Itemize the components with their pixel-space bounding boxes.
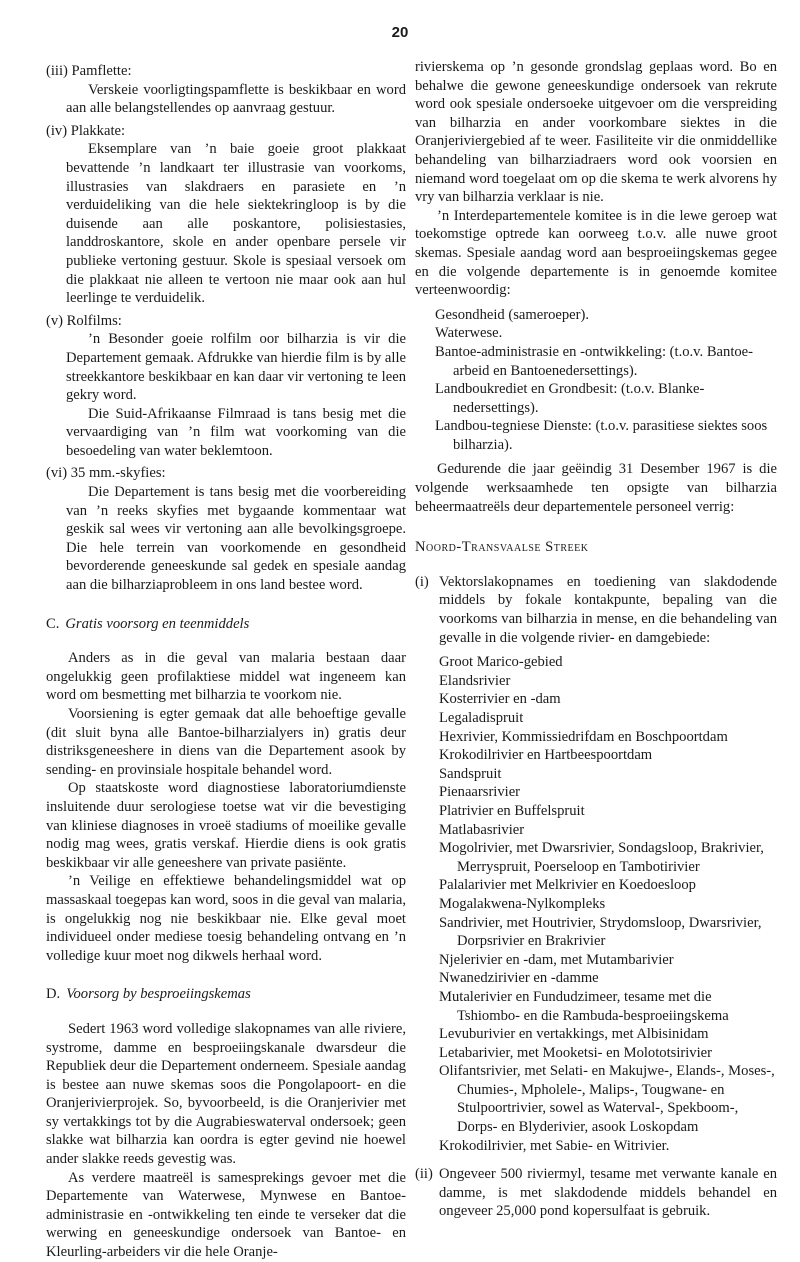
list-item: Hexrivier, Kommissiedrifdam en Boschpoortdam — [439, 728, 728, 745]
item-body: ’n Besonder goeie rolfilm oor bilharzia is vir die Departement gemaak. Afdrukke van hierdie film is by alle streekkantore beskikbaar en kan daar vir vertoning te leen gekry word. — [66, 331, 406, 404]
list-item: Platrivier en Buffelspruit — [439, 802, 585, 819]
left-column — [46, 58, 406, 1262]
item-number: (i) — [415, 573, 429, 590]
department-list — [415, 306, 777, 455]
list-item: Krokodilrivier, met Sabie- en Witrivier. — [439, 1137, 670, 1154]
list-item: Waterwese. — [435, 325, 503, 342]
list-item: Matlabasrivier — [439, 821, 525, 838]
section-title: Gratis voorsorg en teenmiddels — [65, 615, 250, 632]
list-item: Groot Marico-gebied — [439, 654, 563, 671]
list-item: Krokodilrivier en Hartbeespoortdam — [439, 747, 653, 764]
paragraph: Op staatskoste word diagnostiese laboratoriumdienste insluitende duur serologiese toetse wat vir die bevestiging van kliniese diagnoses in vroeë stadiums of moeilike gevalle nodig mag wees, gratis verskaf. Hierdie diens is ook gratis beskikbaar vir alle geneeshere van private pasiënte. — [46, 780, 406, 871]
paragraph: Anders as in die geval van malaria bestaan daar ongelukkig geen profilaktiese middel wat ingeneem kan word om besmetting met bilharzia te voorkom nie. — [46, 650, 406, 704]
list-item: Landboukrediet en Grondbesit: (t.o.v. Blanke-nedersettings). — [435, 381, 705, 416]
numbered-item-ii — [415, 1165, 777, 1221]
list-item: Kosterrivier en -dam — [439, 691, 561, 708]
list-item: Olifantsrivier, met Selati- en Makujwe-, Elands-, Moses-, Chumies-, Mpholele-, Malips-, Tougwane- en Stulpoortrivier, sowel as Waterval-, Spekboom-, Dorps- en Blyderivier, asook Loskopdam — [439, 1063, 775, 1136]
list-item: Sandspruit — [439, 765, 502, 782]
item-label: (iii) Pamflette: — [46, 63, 132, 79]
list-item: Levuburivier en vertakkings, met Albisinidam — [439, 1026, 709, 1043]
numbered-item-i — [415, 573, 777, 1155]
item-rolfilms — [46, 312, 406, 461]
list-item: Pienaarsrivier — [439, 784, 521, 801]
paragraph: Gedurende die jaar geëindig 31 Desember 1967 is die volgende werksaamhede ten opsigte van bilharzia beheermaatreëls deur departementele personeel verrig: — [415, 461, 777, 515]
item-skyfies — [46, 464, 406, 594]
item-plakkate — [46, 122, 406, 308]
section-c-heading — [46, 615, 406, 634]
paragraph: rivierskema op ’n gesonde grondslag geplaas word. Bo en behalwe die gewone geneeskundige ondersoek van rekrute word ook spesiale ondersoeke uitgevoer om die verspreiding van bilharzia en ander voorkombare siektes in die Oranjeriviergebied af te weer. Fasiliteite vir die onmiddellike behandeling van bilharziadraers word ook voorsien en niemand word toegelaat om op die skema te werk alvorens hy vry van bilharzia verklaar is nie. — [415, 59, 777, 206]
list-item: Mutalerivier en Fundudzimeer, tesame met die Tshiombo- en die Rambuda-besproeiingskema — [439, 988, 729, 1024]
item-body: Eksemplare van ’n baie goeie groot plakkaat bevattende ’n landkaart ter illustrasie van voorkoms, illustrasies van slakdraers en parasiete en ’n verduideliking van die hele siektekringloop is by die duisende aan alle poskantore, polisiestasies, landdroskantore, skole en ander openbare persele vir publieke vertoning gestuur. Skole is spesiaal versoek om die plakkaat nie alleen te vertoon nie maar ook aan hul leerlinge te verduidelik. — [66, 141, 406, 307]
list-item: Mogalakwena-Nylkompleks — [439, 895, 606, 912]
place-list — [439, 653, 777, 1155]
list-item: Bantoe-administrasie en -ontwikkeling: (t.o.v. Bantoe-arbeid en Bantoenedersettings). — [435, 343, 754, 379]
paragraph: Voorsiening is egter gemaak dat alle behoeftige gevalle (dit sluit byna alle Bantoe-bilharzialyers in) gratis deur distriksgeneeshere in diens van die Departement asook by sending- en provinsiale hospitale behandel word. — [46, 706, 406, 778]
item-label: (vi) 35 mm.-skyfies: — [46, 465, 166, 482]
right-column — [415, 58, 777, 1221]
list-item: Sandrivier, met Houtrivier, Strydomsloop, Dwarsrivier, Dorpsrivier en Brakrivier — [439, 914, 762, 950]
region-heading: Noord-Transvaalse Streek — [415, 539, 589, 556]
item-text: Ongeveer 500 riviermyl, tesame met verwante kanale en damme, is met slakdodende middels behandel en ongeveer 25,000 pond kopersulfaat is gebruik. — [439, 1166, 777, 1220]
list-item: Gesondheid (sameroeper). — [435, 306, 589, 323]
section-letter: C. — [46, 615, 60, 632]
item-label: (iv) Plakkate: — [46, 122, 126, 139]
item-body: Die Suid-Afrikaanse Filmraad is tans besig met die vervaardiging van ’n film wat voorkoming van die besoedeling van water beklemtoon. — [66, 405, 406, 459]
list-item: Nwanedzirivier en -damme — [439, 970, 599, 987]
item-text: Vektorslakopnames en toediening van slakdodende middels by fokale kontakpunte, bepaling van die voorkoms van bilharzia in mense, en die behandeling van gevalle in die volgende rivier- en damgebiede: — [439, 573, 777, 646]
list-item: Letabarivier, met Mooketsi- en Molototsirivier — [439, 1044, 712, 1061]
item-label: (v) Rolfilms: — [46, 312, 122, 329]
paragraph: Sedert 1963 word volledige slakopnames van alle riviere, systrome, damme en besproeiingskanale dwarsdeur die Republiek deur die Departement onderneem. Spesiale aandag is bestee aan nuwe skemas soos die Pongolapoort- en die Oranjerivierprojek. So, byvoorbeeld, is die Oranjerivier met sy vertakkings tot by die Augrabieswaterval ondersoek; geen slakke wat bilharzia kan oordra is egter gevind nie hoewel ander slakke reeds gevestig was. — [46, 1020, 406, 1168]
paragraph: As verdere maatreël is samesprekings gevoer met die Departemente van Waterwese, Mynwese en Bantoe-administrasie en -ontwikkeling ten einde te verseker dat die werwing en geneeskundige ondersoek van Bantoe- en Kleurling-arbeiders vir die hele Oranje- — [46, 1169, 406, 1261]
section-letter: D. — [46, 986, 61, 1003]
list-item: Elandsrivier — [439, 672, 511, 689]
list-item: Mogolrivier, met Dwarsrivier, Sondagsloop, Brakrivier, Merryspruit, Poerseloop en Tambotirivier — [439, 840, 764, 875]
item-body: Die Departement is tans besig met die voorbereiding van ’n reeks skyfies met bygaande kommentaar wat geskik sal wees vir vertoning aan alle bevolkingsgroepe. Die hele terrein van voorkomende en gesondheid bevorderende geneeskunde sal gedek en spesiale aandag aan die bilharziaprobleem in ons land bestee word. — [66, 484, 406, 594]
page-number: 20 — [391, 24, 409, 41]
section-d-heading — [46, 985, 406, 1004]
paragraph: ’n Veilige en effektiewe behandelingsmiddel wat op massaskaal toegepas kan word, soos in die geval van malaria, is ongelukkig nog nie beskikbaar nie. Elke geval moet individueel onder mediese toesig behandeling ontvang en ’n volledige kuur moet nog dikwels herhaal word. — [46, 873, 406, 964]
section-title: Voorsorg by besproeiingskemas — [66, 986, 251, 1003]
item-body: Verskeie voorligtingspamflette is beskikbaar en word aan alle belangstellendes op aanvraag gestuur. — [66, 81, 406, 117]
item-pamflette — [46, 62, 406, 118]
paragraph: ’n Interdepartementele komitee is in die lewe geroep wat toekomstige optrede kan oorweeg t.o.v. alle nuwe groot skemas. Spesiale aandag word aan besproeiingskemas gegee en die volgende departemente is in genoemde komitee verteenwoordig: — [415, 207, 777, 299]
list-item: Palalarivier met Melkrivier en Koedoesloop — [439, 877, 696, 894]
list-item: Njelerivier en -dam, met Mutambarivier — [439, 951, 674, 968]
item-number: (ii) — [415, 1166, 433, 1183]
list-item: Landbou-tegniese Dienste: (t.o.v. parasitiese siektes soos bilharzia). — [435, 418, 768, 453]
list-item: Legaladispruit — [439, 710, 524, 726]
